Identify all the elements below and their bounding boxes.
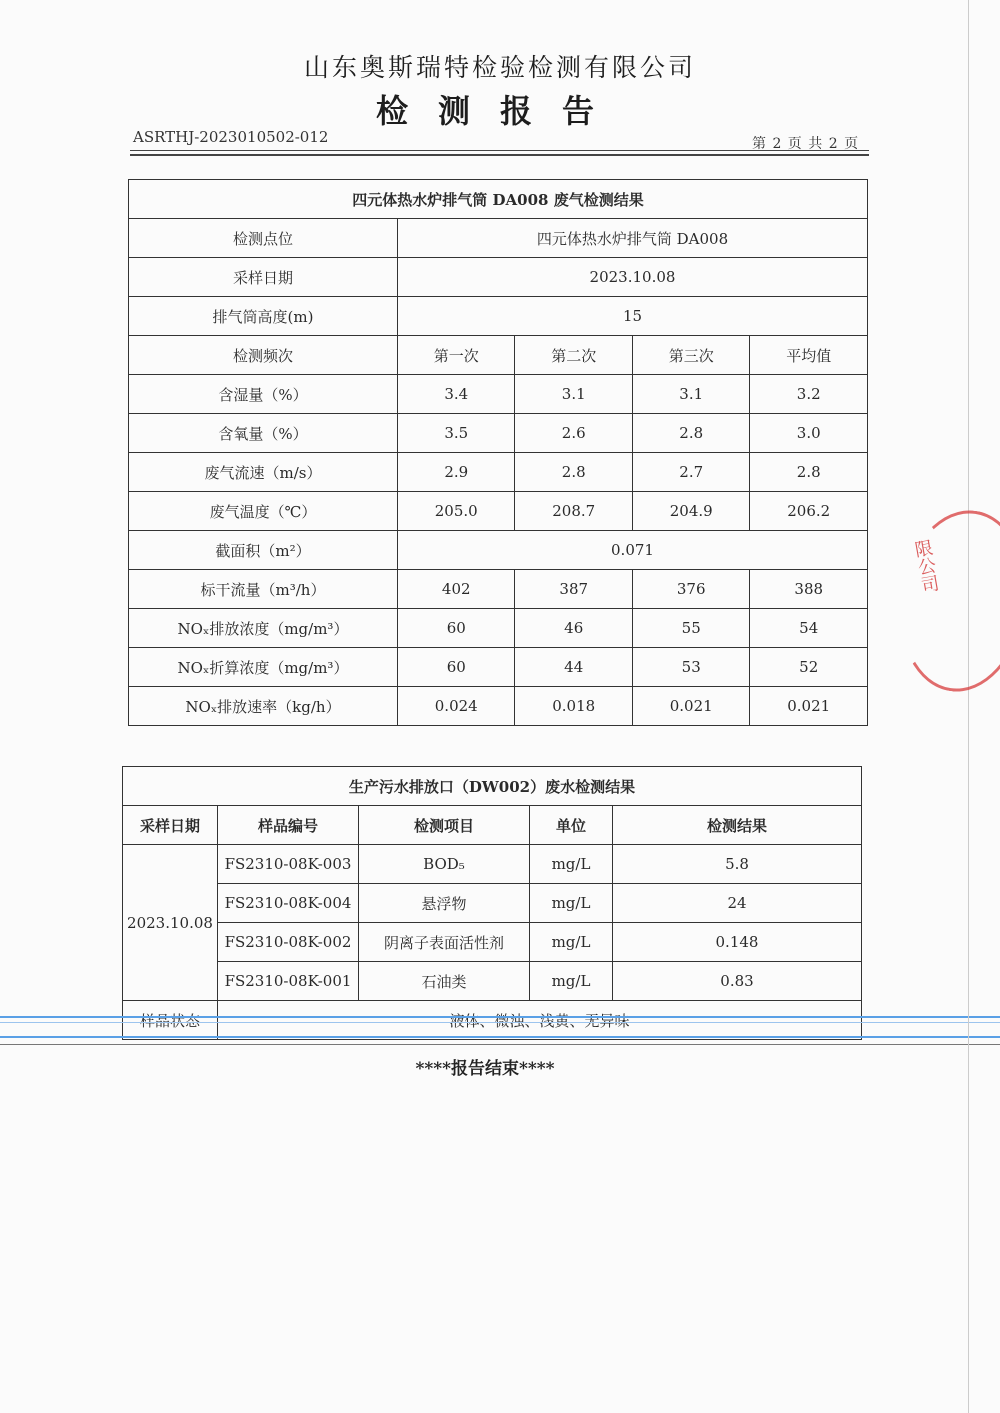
report-number: ASRTHJ-2023010502-012 [133, 128, 329, 146]
cell-value: 2.8 [515, 453, 632, 492]
height-label: 排气筒高度(m) [129, 297, 398, 336]
test-item: BOD₅ [359, 845, 530, 884]
cell-value: 3.2 [750, 375, 868, 414]
height-value: 15 [398, 297, 868, 336]
table-row [129, 375, 868, 414]
cell-value: 46 [515, 609, 632, 648]
sample-id: FS2310-08K-002 [218, 923, 359, 962]
table-row [129, 609, 868, 648]
table-row [123, 884, 862, 923]
header-rule-thick [130, 154, 869, 156]
cell-value: 206.2 [750, 492, 868, 531]
table-row [129, 414, 868, 453]
cell-value: 53 [632, 648, 749, 687]
test-item: 悬浮物 [359, 884, 530, 923]
seal-text: 限公司 [910, 537, 941, 595]
cell-value: 388 [750, 570, 868, 609]
document-title: 检测报告 [375, 92, 624, 130]
scan-line [0, 1044, 1000, 1045]
result: 0.148 [613, 923, 862, 962]
cell-value: 204.9 [632, 492, 749, 531]
cell-value: 402 [398, 570, 515, 609]
report-end-mark: ****报告结束**** [415, 1059, 555, 1079]
cell-value: 3.1 [515, 375, 632, 414]
cell-value: 2.8 [750, 453, 868, 492]
row-label: 含氧量（%） [129, 414, 398, 453]
table-row [129, 687, 868, 726]
row-label: 废气温度（℃） [129, 492, 398, 531]
cell-value: 60 [398, 648, 515, 687]
test-item: 石油类 [359, 962, 530, 1001]
result: 5.8 [613, 845, 862, 884]
row-label: NOₓ排放速率（kg/h） [129, 687, 398, 726]
row-label: NOₓ排放浓度（mg/m³） [129, 609, 398, 648]
cell-value: 387 [515, 570, 632, 609]
unit: mg/L [530, 962, 613, 1001]
cell-value: 60 [398, 609, 515, 648]
sample-id: FS2310-08K-004 [218, 884, 359, 923]
test-item: 阴离子表面活性剂 [359, 923, 530, 962]
water-table-title: 生产污水排放口（DW002）废水检测结果 [123, 767, 862, 806]
cell-value: 2.6 [515, 414, 632, 453]
header-rule [130, 150, 869, 151]
point-value: 四元体热水炉排气筒 DA008 [398, 219, 868, 258]
cell-value: 0.021 [632, 687, 749, 726]
cell-value: 3.5 [398, 414, 515, 453]
sample-state-value: 液体、微浊、浅黄、无异味 [218, 1001, 862, 1040]
row-label: 含湿量（%） [129, 375, 398, 414]
cell-value: 54 [750, 609, 868, 648]
result: 0.83 [613, 962, 862, 1001]
sample-state-label: 样品状态 [123, 1001, 218, 1040]
date-value: 2023.10.08 [398, 258, 868, 297]
area-label: 截面积（m²） [129, 531, 398, 570]
scan-line [0, 1022, 1000, 1023]
cell-value: 2.9 [398, 453, 515, 492]
result: 24 [613, 884, 862, 923]
table-row [129, 648, 868, 687]
scan-line [0, 1036, 1000, 1038]
unit: mg/L [530, 845, 613, 884]
table-row [123, 962, 862, 1001]
area-value: 0.071 [398, 531, 868, 570]
table-row [129, 570, 868, 609]
table-row [129, 492, 868, 531]
freq-col-3: 第三次 [632, 336, 749, 375]
cell-value: 0.018 [515, 687, 632, 726]
cell-value: 0.021 [750, 687, 868, 726]
row-label: 标干流量（m³/h） [129, 570, 398, 609]
freq-label: 检测频次 [129, 336, 398, 375]
header-date: 采样日期 [123, 806, 218, 845]
sample-id: FS2310-08K-001 [218, 962, 359, 1001]
freq-col-2: 第二次 [515, 336, 632, 375]
cell-value: 3.4 [398, 375, 515, 414]
table-row [129, 453, 868, 492]
cell-value: 208.7 [515, 492, 632, 531]
gas-results-table [128, 179, 868, 726]
sample-id: FS2310-08K-003 [218, 845, 359, 884]
freq-col-1: 第一次 [398, 336, 515, 375]
row-label: 废气流速（m/s） [129, 453, 398, 492]
cell-value: 376 [632, 570, 749, 609]
table-row [123, 923, 862, 962]
header-unit: 单位 [530, 806, 613, 845]
cell-value: 52 [750, 648, 868, 687]
scan-line [0, 1016, 1000, 1018]
cell-value: 2.8 [632, 414, 749, 453]
cell-value: 3.1 [632, 375, 749, 414]
sample-date: 2023.10.08 [123, 845, 218, 1001]
date-label: 采样日期 [129, 258, 398, 297]
page-info: 第 2 页 共 2 页 [752, 136, 860, 152]
water-results-table [122, 766, 862, 1040]
cell-value: 205.0 [398, 492, 515, 531]
cell-value: 0.024 [398, 687, 515, 726]
scan-edge [968, 0, 969, 1413]
freq-col-avg: 平均值 [750, 336, 868, 375]
cell-value: 44 [515, 648, 632, 687]
unit: mg/L [530, 923, 613, 962]
header-item: 检测项目 [359, 806, 530, 845]
header-result: 检测结果 [613, 806, 862, 845]
point-label: 检测点位 [129, 219, 398, 258]
table-row [123, 845, 862, 884]
unit: mg/L [530, 884, 613, 923]
header-sample-id: 样品编号 [218, 806, 359, 845]
row-label: NOₓ折算浓度（mg/m³） [129, 648, 398, 687]
cell-value: 3.0 [750, 414, 868, 453]
cell-value: 2.7 [632, 453, 749, 492]
gas-table-title: 四元体热水炉排气筒 DA008 废气检测结果 [129, 180, 868, 219]
company-seal [888, 502, 1000, 700]
company-name: 山东奥斯瑞特检验检测有限公司 [303, 53, 696, 82]
cell-value: 55 [632, 609, 749, 648]
